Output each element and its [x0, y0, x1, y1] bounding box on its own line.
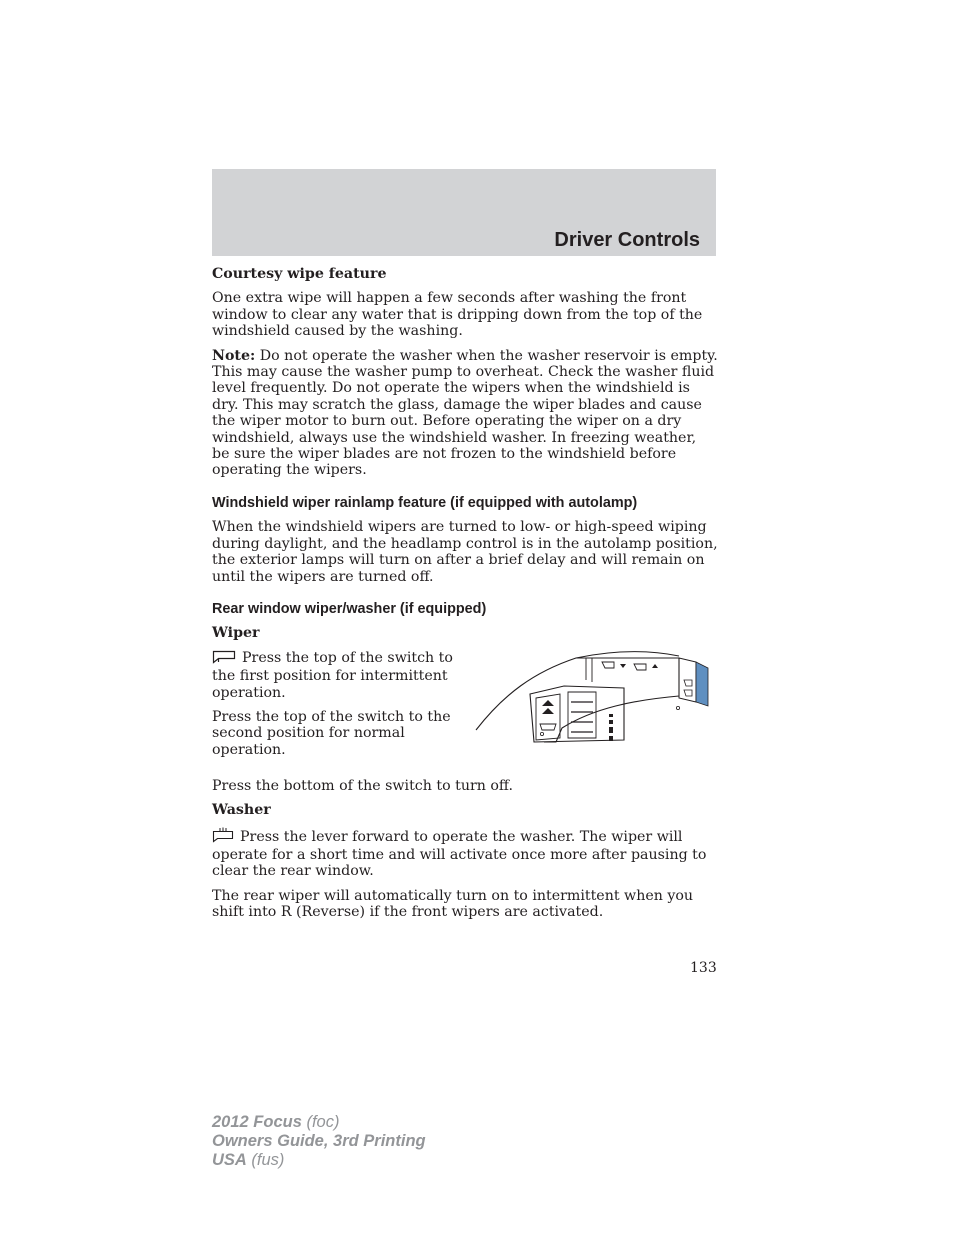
footer-model: 2012 Focus [212, 1113, 302, 1131]
wiper-p1-text: Press the top of the switch to the first position for intermittent operation. [212, 649, 453, 701]
page-number: 133 [690, 960, 717, 976]
rear-wiper-icon [212, 650, 236, 668]
washer-p1-text: Press the lever forward to operate the washer. The wiper will operate for a short time and will activate once more after pausing to clear the rear window. [212, 828, 707, 880]
footer [212, 1113, 426, 1170]
auto-paragraph: The rear wiper will automatically turn on to intermittent when you shift into R (Reverse) if the front wipers are activated. [212, 887, 694, 921]
note-text: Do not operate the washer when the washer reservoir is empty. This may cause the washer pump to overheat. Check the washer fluid level frequently. Do not operate the wipers when the windshield is dry. This may scratch the glass, damage the wiper blades and cause the wiper motor to burn out. Before operating the wiper on a dry windshield, always use the windshield washer. In freezing weather, be sure the wiper blades are not frozen to the windshield before operating the wipers. [212, 347, 718, 479]
footer-line-2: Owners Guide, 3rd Printing [212, 1132, 426, 1150]
washer-heading: Washer [212, 802, 271, 819]
wiper-lever-illustration [474, 644, 710, 744]
rear-washer-icon [212, 827, 234, 847]
rainlamp-body: When the windshield wipers are turned to low- or high-speed wiping during daylight, and the headlamp control is in the autolamp position, the exterior lamps will turn on after a brief delay and will remain on until the wipers are turned off. [212, 519, 718, 585]
courtesy-body: One extra wipe will happen a few seconds after washing the front window to clear any water that is dripping down from the top of the windshield caused by the washing. [212, 290, 703, 340]
wiper-block [212, 650, 718, 770]
note-paragraph [212, 348, 718, 479]
header-band [212, 169, 716, 256]
footer-market-code: (fus) [246, 1151, 285, 1169]
footer-line-3 [212, 1151, 426, 1170]
footer-model-code: (foc) [301, 1113, 340, 1131]
section-title: Driver Controls [554, 229, 700, 251]
washer-p1 [212, 827, 718, 880]
wiper-p2: Press the top of the switch to the second position for normal operation. [212, 708, 451, 758]
rear-heading: Rear window wiper/washer (if equipped) [212, 600, 487, 617]
wiper-p1 [212, 650, 457, 701]
footer-line-1 [212, 1113, 426, 1132]
page-content [212, 266, 718, 929]
courtesy-heading: Courtesy wipe feature [212, 266, 387, 282]
wiper-p3: Press the bottom of the switch to turn off. [212, 777, 514, 794]
wiper-heading: Wiper [212, 625, 260, 642]
rainlamp-heading: Windshield wiper rainlamp feature (if equipped with autolamp) [212, 494, 638, 511]
footer-market: USA [212, 1151, 247, 1169]
note-label: Note: [212, 347, 256, 364]
wiper-text [212, 650, 457, 766]
